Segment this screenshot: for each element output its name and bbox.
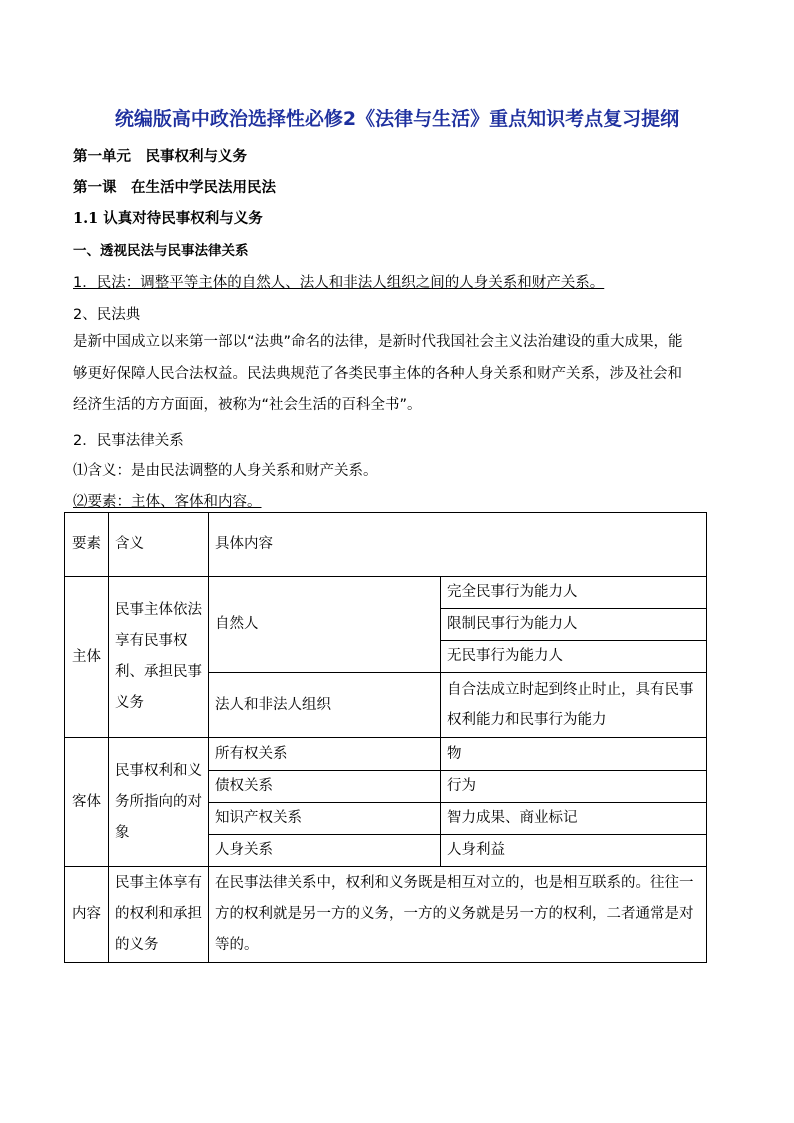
object-relation: 所有权关系: [209, 738, 441, 771]
subject-meaning: 民事主体依法享有民事权利、承担民事义务: [109, 577, 209, 738]
object-target: 人身利益: [441, 835, 707, 867]
object-relation: 人身关系: [209, 835, 441, 867]
content-desc: 在民事法律关系中，权利和义务既是相互对立的，也是相互联系的。往往一方的权利就是另一方的义务，一方的义务就是另一方的权利，二者通常是对等的。: [209, 867, 707, 963]
item-civil-code-heading: 2、民法典: [73, 307, 141, 323]
lesson-heading: 第一课 在生活中学民法用民法: [73, 179, 276, 196]
object-target: 行为: [441, 771, 707, 803]
content-label: 内容: [65, 867, 109, 963]
natural-item: 完全民事行为能力人: [441, 577, 707, 609]
header-meaning: 含义: [109, 513, 209, 577]
section-heading: 1.1 认真对待民事权利与义务: [73, 210, 263, 227]
document-title: 统编版高中政治选择性必修2《法律与生活》重点知识考点复习提纲: [114, 108, 680, 130]
object-relation: 知识产权关系: [209, 803, 441, 835]
item-civil-law: 1．民法：调整平等主体的自然人、法人和非法人组织之间的人身关系和财产关系。: [73, 275, 605, 291]
natural-item: 无民事行为能力人: [441, 641, 707, 673]
object-label: 客体: [65, 738, 109, 867]
item-legal-relation-heading: 2．民事法律关系: [73, 433, 184, 449]
object-relation: 债权关系: [209, 771, 441, 803]
table-row: [65, 738, 707, 771]
table-row: [65, 577, 707, 609]
legal-person: 法人和非法人组织: [209, 673, 441, 738]
table-row: [65, 867, 707, 963]
item-elements: ⑵要素：主体、客体和内容。: [73, 494, 262, 510]
unit-heading: 第一单元 民事权利与义务: [73, 148, 247, 165]
natural-item: 限制民事行为能力人: [441, 609, 707, 641]
legal-person-desc: 自合法成立时起到终止时止，具有民事权利能力和民事行为能力: [441, 673, 707, 738]
content-meaning: 民事主体享有的权利和承担的义务: [109, 867, 209, 963]
subject-label: 主体: [65, 577, 109, 738]
table-header-row: [65, 513, 707, 577]
subsection-heading: 一、透视民法与民事法律关系: [73, 243, 249, 259]
item-meaning: ⑴含义：是由民法调整的人身关系和财产关系。: [73, 463, 378, 479]
natural-person: 自然人: [209, 577, 441, 673]
object-meaning: 民事权利和义务所指向的对象: [109, 738, 209, 867]
object-target: 智力成果、商业标记: [441, 803, 707, 835]
legal-relation-table: [64, 512, 707, 963]
item-civil-code-body: 是新中国成立以来第一部以“法典”命名的法律，是新时代我国社会主义法治建设的重大成果，能够更好保障人民合法权益。民法典规范了各类民事主体的各种人身关系和财产关系，涉及社会和经济生活的方方面面，被称为“社会生活的百科全书”。: [73, 334, 683, 413]
header-element: 要素: [65, 513, 109, 577]
header-content: 具体内容: [209, 513, 707, 577]
object-target: 物: [441, 738, 707, 771]
